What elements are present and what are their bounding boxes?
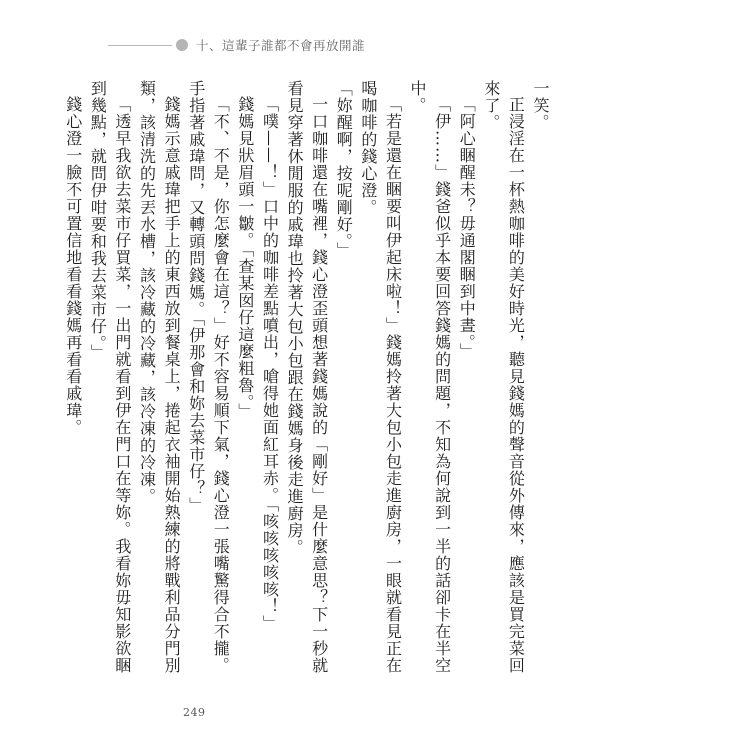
- paragraph: 「若是還在睏要叫伊起床啦！」錢媽拎著大包小包走進廚房，一眼就看見正在喝咖啡的錢心澄。: [358, 80, 403, 674]
- paragraph: 一口咖啡還在嘴裡，錢心澄歪頭想著錢媽說的「剛好」是什麼意思？下一秒就看見穿著休閒服的戚瑋也拎著大包小包跟在錢媽身後走進廚房。: [285, 80, 329, 674]
- body-text: [63, 80, 552, 680]
- paragraph: 「噗——！」口中的咖啡差點噴出，嗆得她面紅耳赤。「咳咳咳咳咳！」: [260, 96, 280, 632]
- paragraph: 「阿心睏醒未？毋通閣睏到中晝。」: [457, 96, 477, 360]
- paragraph: 正浸淫在一杯熱咖啡的美好時光，聽見錢媽的聲音從外傳來，應該是買完菜回來了。: [481, 80, 526, 674]
- page-number: 249: [183, 706, 206, 719]
- paragraph: 一笑。: [531, 80, 550, 131]
- running-header: [108, 35, 366, 57]
- paragraph: 「透早我欲去菜市仔買菜，一出門就看到伊在門口在等妳。我看妳毋知影欲睏到幾點，就問伊咁要和我去菜市仔。」: [88, 80, 132, 674]
- paragraph: 錢媽示意戚瑋把手上的東西放到餐桌上，捲起衣袖開始熟練的將戰利品分門別類，該清洗的先丟水槽，該冷藏的冷藏，該冷凍的冷凍。: [137, 80, 182, 674]
- paragraph: 「伊……」錢爸似乎本要回答錢媽的問題，不知為何說到一半的話卻卡在半空中。: [408, 80, 452, 674]
- chapter-title: 十、這輩子誰都不會再放開誰: [196, 38, 366, 53]
- paragraph: 錢心澄一臉不可置信地看看錢媽再看看戚瑋。: [63, 96, 83, 436]
- paragraph: 「妳醒啊，按呢剛好。」: [334, 80, 354, 259]
- header-rule: [108, 45, 172, 46]
- paragraph: 錢媽見狀眉頭一皺。「查某囡仔這麼粗魯。」: [235, 96, 255, 420]
- paragraph: 「不、不是，你怎麼會在這？」好不容易順下氣，錢心澄一張嘴驚得合不攏。手指著戚瑋問，又轉頭問錢媽。「伊那會和妳去菜市仔？」: [186, 80, 231, 674]
- header-dot-icon: [176, 39, 188, 51]
